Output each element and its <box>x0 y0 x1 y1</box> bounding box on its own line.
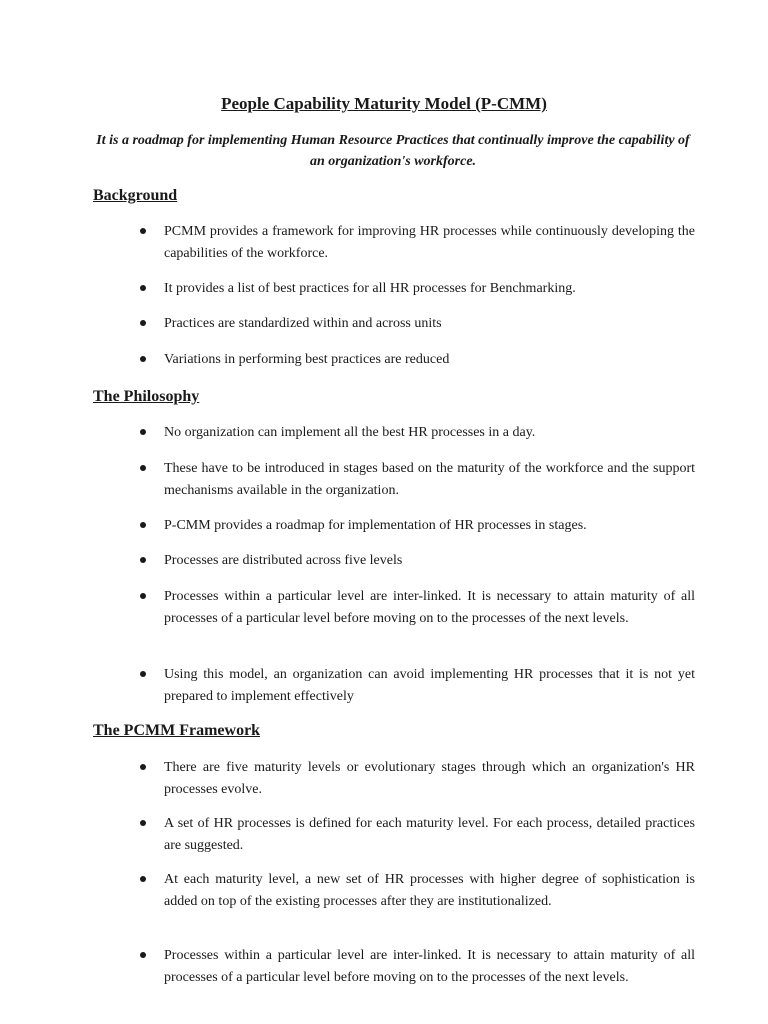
list-item-text: P-CMM provides a roadmap for implementation of HR processes in stages. <box>164 518 587 533</box>
list-item <box>137 664 695 707</box>
list-item-text: Processes are distributed across five levels <box>164 553 403 568</box>
document-title: People Capability Maturity Model (P-CMM) <box>221 94 547 113</box>
list-item <box>137 349 695 371</box>
list-item-text: Practices are standardized within and across units <box>164 316 442 331</box>
list-item <box>137 458 695 501</box>
list-item <box>137 550 695 572</box>
list-item <box>137 813 695 856</box>
bullet-icon <box>140 876 146 882</box>
bullet-icon <box>140 671 146 677</box>
bullet-icon <box>140 320 146 326</box>
list-item-text: Processes within a particular level are inter-linked. It is necessary to attain maturity of all processes of a particular level before moving on to the processes of the next levels. <box>164 589 695 626</box>
bullet-icon <box>140 593 146 599</box>
list-item-text: Processes within a particular level are inter-linked. It is necessary to attain maturity of all processes of a particular level before moving on to the processes of the next levels. <box>164 948 695 985</box>
list-item-text: There are five maturity levels or evolutionary stages through which an organization's HR processes evolve. <box>164 760 695 797</box>
bullet-icon <box>140 764 146 770</box>
bullet-icon <box>140 465 146 471</box>
list-item-text: Using this model, an organization can avoid implementing HR processes that it is not yet prepared to implement effectively <box>164 667 695 704</box>
bullet-icon <box>140 429 146 435</box>
list-item <box>137 221 695 264</box>
section-heading-framework: The PCMM Framework <box>93 722 261 739</box>
list-item <box>137 945 695 988</box>
bullet-icon <box>140 356 146 362</box>
bullet-icon <box>140 522 146 528</box>
list-item <box>137 586 695 629</box>
list-item <box>137 278 695 300</box>
bullet-icon <box>140 820 146 826</box>
list-item <box>137 515 695 537</box>
bullet-icon <box>140 285 146 291</box>
document-subtitle: It is a roadmap for implementing Human Resource Practices that continually improve the capability of an organization's workforce. <box>96 133 690 169</box>
list-item <box>137 757 695 800</box>
list-item-text: No organization can implement all the best HR processes in a day. <box>164 425 536 440</box>
list-item <box>137 313 695 335</box>
section-heading-background: Background <box>93 187 178 204</box>
list-item-text: Variations in performing best practices are reduced <box>164 352 450 367</box>
bullet-icon <box>140 228 146 234</box>
bullet-icon <box>140 952 146 958</box>
list-item <box>137 869 695 912</box>
bullet-icon <box>140 557 146 563</box>
list-item-text: A set of HR processes is defined for each maturity level. For each process, detailed practices are suggested. <box>164 816 695 853</box>
list-item-text: At each maturity level, a new set of HR processes with higher degree of sophistication is added on top of the existing processes after they are institutionalized. <box>164 872 695 909</box>
list-item-text: It provides a list of best practices for all HR processes for Benchmarking. <box>164 281 576 296</box>
list-item-text: These have to be introduced in stages based on the maturity of the workforce and the support mechanisms available in the organization. <box>164 461 695 498</box>
list-item-text: PCMM provides a framework for improving HR processes while continuously developing the capabilities of the workforce. <box>164 224 695 261</box>
list-item <box>137 422 695 444</box>
section-heading-philosophy: The Philosophy <box>93 388 200 405</box>
